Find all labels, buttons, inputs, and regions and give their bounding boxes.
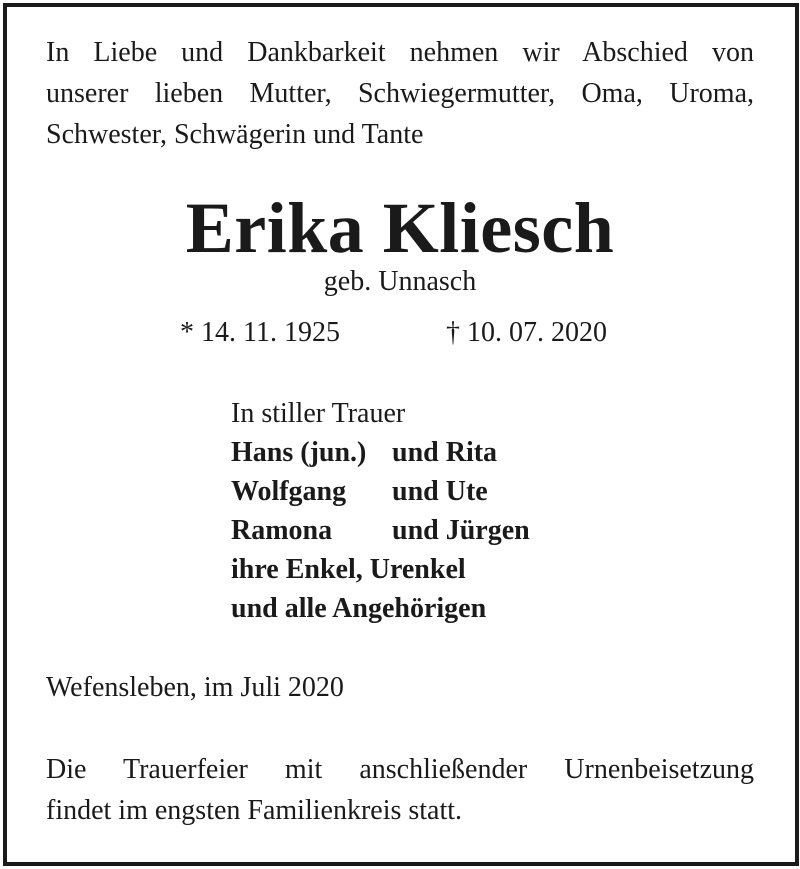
- mourner-name: Ramona: [231, 515, 333, 546]
- intro-text: [46, 32, 754, 155]
- mourner-row: [231, 472, 530, 511]
- death-date: † 10. 07. 2020: [446, 317, 607, 348]
- mourner-partner: und Jürgen: [392, 515, 530, 546]
- mourner-row: [231, 511, 530, 550]
- funeral-line: Die Trauerfeier mit anschließender Urnenbeisetzung: [46, 754, 754, 785]
- mourner-name: Wolfgang: [231, 476, 347, 507]
- mourner-partner: und Ute: [392, 476, 488, 507]
- deceased-name: Erika Kliesch: [185, 188, 615, 268]
- mourner-extra-line: und alle Angehörigen: [231, 593, 487, 624]
- intro-line: Schwester, Schwägerin und Tante: [46, 119, 424, 150]
- mourner-name: Hans (jun.): [231, 437, 367, 468]
- mourner-extra-line: ihre Enkel, Urenkel: [231, 554, 466, 585]
- mourners-heading: In stiller Trauer: [231, 398, 406, 429]
- mourner-partner: und Rita: [392, 437, 498, 468]
- intro-line: In Liebe und Dankbarkeit nehmen wir Abschied von: [46, 37, 754, 68]
- mourner-row: [231, 433, 530, 472]
- place-date: Wefensleben, im Juli 2020: [46, 672, 344, 703]
- funeral-note: [46, 749, 754, 831]
- funeral-line: findet im engsten Familienkreis statt.: [46, 795, 463, 826]
- mourners-block: [231, 394, 530, 628]
- intro-line: unserer lieben Mutter, Schwiegermutter, Oma, Uroma,: [46, 78, 754, 109]
- birth-date: * 14. 11. 1925: [180, 317, 340, 348]
- birth-name: geb. Unnasch: [323, 266, 477, 297]
